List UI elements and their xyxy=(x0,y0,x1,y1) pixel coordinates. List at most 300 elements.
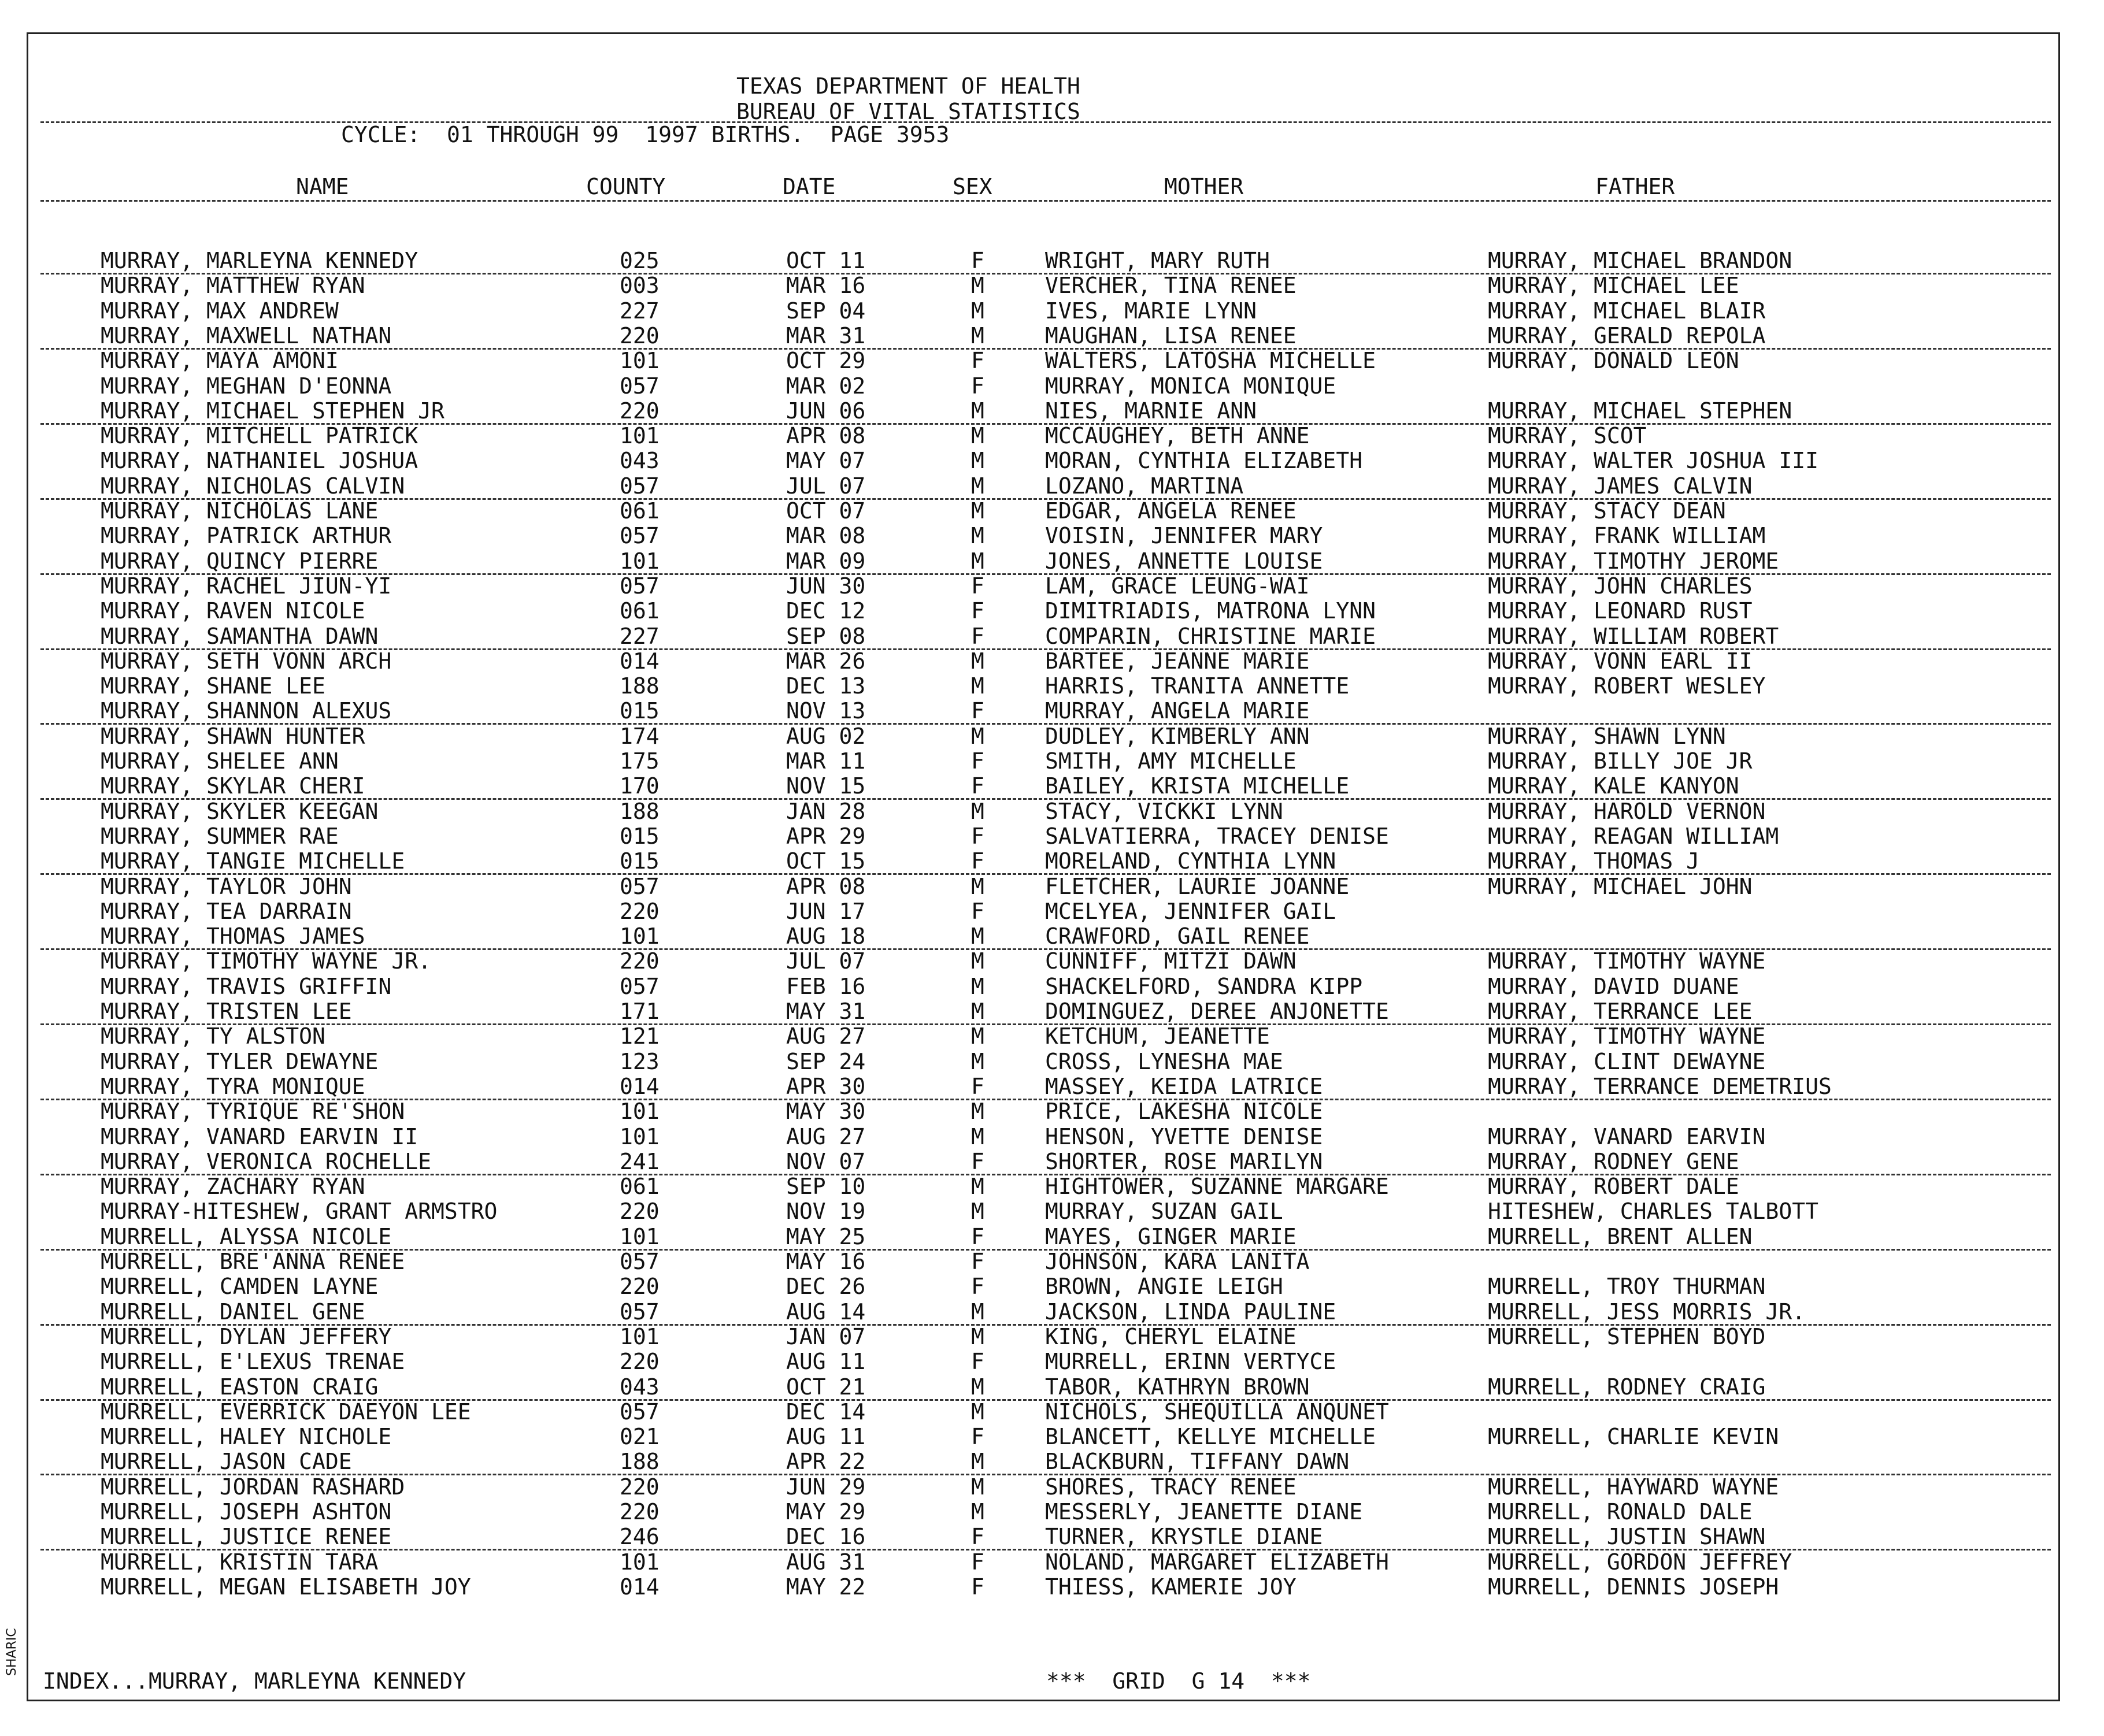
record-father: MURRELL, CHARLIE KEVIN xyxy=(1488,1424,1779,1450)
record-mother: NOLAND, MARGARET ELIZABETH xyxy=(1045,1549,1389,1575)
record-county: 101 xyxy=(620,1323,660,1349)
record-date: JUN 17 xyxy=(786,898,866,924)
record-name: MURRAY, MAYA AMONI xyxy=(101,348,339,374)
record-sex: M xyxy=(971,498,984,524)
record-mother: WRIGHT, MARY RUTH xyxy=(1045,248,1270,273)
record-county: 220 xyxy=(620,1474,660,1500)
record-name: MURRAY, TY ALSTON xyxy=(101,1023,325,1049)
record-father: MURRELL, STEPHEN BOYD xyxy=(1488,1323,1766,1349)
record-date: SEP 10 xyxy=(786,1174,866,1200)
record-name: MURRAY, SHANE LEE xyxy=(101,673,325,699)
record-county: 175 xyxy=(620,748,660,774)
record-name: MURRELL, EVERRICK DAEYON LEE xyxy=(101,1399,471,1425)
record-sex: F xyxy=(971,1249,984,1274)
record-sex: F xyxy=(971,373,984,399)
record-father: MURRELL, GORDON JEFFREY xyxy=(1488,1549,1792,1575)
record-father: MURRAY, MICHAEL BLAIR xyxy=(1488,298,1766,324)
record-county: 057 xyxy=(620,1249,660,1274)
record-name: MURRAY, SKYLAR CHERI xyxy=(101,773,365,799)
record-father: MURRAY, THOMAS J xyxy=(1488,848,1700,874)
record-sex: M xyxy=(971,523,984,549)
record-county: 101 xyxy=(620,423,660,449)
record-name: MURRAY, MEGHAN D'EONNA xyxy=(101,373,392,399)
record-sex: M xyxy=(971,873,984,899)
record-father: MURRAY, REAGAN WILLIAM xyxy=(1488,823,1779,849)
record-father: MURRAY, BILLY JOE JR xyxy=(1488,748,1753,774)
record-date: AUG 27 xyxy=(786,1023,866,1049)
record-father: MURRAY, WILLIAM ROBERT xyxy=(1488,623,1779,649)
record-sex: M xyxy=(971,973,984,999)
record-date: JUN 06 xyxy=(786,398,866,424)
record-county: 123 xyxy=(620,1048,660,1074)
record-name: MURRAY, TYRIQUE RE'SHON xyxy=(101,1099,405,1125)
record-father: MURRAY, VANARD EARVIN xyxy=(1488,1123,1766,1149)
record-name: MURRAY, MATTHEW RYAN xyxy=(101,273,365,299)
record-county: 220 xyxy=(620,398,660,424)
column-header-date: DATE xyxy=(783,174,836,199)
record-date: MAY 22 xyxy=(786,1574,866,1600)
record-name: MURRAY, MAX ANDREW xyxy=(101,298,339,324)
record-father: MURRELL, TROY THURMAN xyxy=(1488,1274,1766,1300)
record-county: 003 xyxy=(620,273,660,299)
record-date: JAN 28 xyxy=(786,798,866,824)
record-date: OCT 15 xyxy=(786,848,866,874)
record-mother: BROWN, ANGIE LEIGH xyxy=(1045,1274,1283,1300)
record-sex: M xyxy=(971,298,984,324)
record-date: MAR 02 xyxy=(786,373,866,399)
record-father: MURRAY, DAVID DUANE xyxy=(1488,973,1739,999)
record-county: 057 xyxy=(620,523,660,549)
record-date: JUN 29 xyxy=(786,1474,866,1500)
record-county: 061 xyxy=(620,598,660,624)
record-sex: M xyxy=(971,1323,984,1349)
record-mother: BLANCETT, KELLYE MICHELLE xyxy=(1045,1424,1376,1450)
record-father: MURRAY, TIMOTHY WAYNE xyxy=(1488,1023,1766,1049)
record-name: MURRAY, MICHAEL STEPHEN JR xyxy=(101,398,444,424)
record-father: MURRAY, MICHAEL STEPHEN xyxy=(1488,398,1792,424)
record-date: DEC 26 xyxy=(786,1274,866,1300)
column-header-sex: SEX xyxy=(953,174,992,199)
record-sex: M xyxy=(971,1474,984,1500)
record-mother: JONES, ANNETTE LOUISE xyxy=(1045,548,1323,574)
record-date: AUG 02 xyxy=(786,723,866,749)
record-county: 015 xyxy=(620,823,660,849)
record-name: MURRAY, TEA DARRAIN xyxy=(101,898,352,924)
record-county: 057 xyxy=(620,973,660,999)
record-county: 101 xyxy=(620,548,660,574)
record-sex: F xyxy=(971,248,984,273)
record-name: MURRELL, E'LEXUS TRENAE xyxy=(101,1349,405,1375)
record-county: 188 xyxy=(620,1449,660,1475)
record-county: 171 xyxy=(620,999,660,1024)
record-father: MURRAY, JAMES CALVIN xyxy=(1488,473,1753,499)
record-father: MURRAY, MICHAEL BRANDON xyxy=(1488,248,1792,273)
record-mother: SALVATIERRA, TRACEY DENISE xyxy=(1045,823,1389,849)
record-date: MAR 31 xyxy=(786,322,866,348)
record-name: MURRAY, SKYLER KEEGAN xyxy=(101,798,379,824)
record-county: 057 xyxy=(620,573,660,599)
record-date: NOV 07 xyxy=(786,1148,866,1174)
record-date: DEC 12 xyxy=(786,598,866,624)
record-date: JUL 07 xyxy=(786,473,866,499)
record-county: 170 xyxy=(620,773,660,799)
record-date: MAY 30 xyxy=(786,1099,866,1125)
record-date: AUG 27 xyxy=(786,1123,866,1149)
record-county: 061 xyxy=(620,1174,660,1200)
record-county: 061 xyxy=(620,498,660,524)
record-name: MURRAY, TIMOTHY WAYNE JR. xyxy=(101,948,431,974)
record-county: 246 xyxy=(620,1524,660,1550)
record-date: JUN 30 xyxy=(786,573,866,599)
record-county: 014 xyxy=(620,648,660,674)
record-date: APR 08 xyxy=(786,423,866,449)
record-date: MAR 16 xyxy=(786,273,866,299)
record-sex: M xyxy=(971,448,984,474)
record-date: AUG 31 xyxy=(786,1549,866,1575)
record-father: MURRAY, WALTER JOSHUA III xyxy=(1488,448,1818,474)
record-name: MURRAY, TYRA MONIQUE xyxy=(101,1073,365,1099)
record-father: MURRAY, GERALD REPOLA xyxy=(1488,322,1766,348)
record-name: MURRAY, NICHOLAS LANE xyxy=(101,498,379,524)
record-father: MURRAY, TERRANCE LEE xyxy=(1488,999,1753,1024)
record-father: MURRAY, RODNEY GENE xyxy=(1488,1148,1739,1174)
record-name: MURRAY, TYLER DEWAYNE xyxy=(101,1048,379,1074)
record-mother: MURRAY, SUZAN GAIL xyxy=(1045,1199,1283,1225)
record-name: MURRELL, CAMDEN LAYNE xyxy=(101,1274,379,1300)
record-father: MURRAY, SCOT xyxy=(1488,423,1647,449)
record-sex: M xyxy=(971,923,984,949)
column-header-father: FATHER xyxy=(1595,174,1675,199)
record-sex: M xyxy=(971,1123,984,1149)
record-mother: VERCHER, TINA RENEE xyxy=(1045,273,1297,299)
record-mother: VOISIN, JENNIFER MARY xyxy=(1045,523,1323,549)
record-sex: F xyxy=(971,898,984,924)
record-father: MURRAY, HAROLD VERNON xyxy=(1488,798,1766,824)
record-father: MURRAY, CLINT DEWAYNE xyxy=(1488,1048,1766,1074)
record-sex: M xyxy=(971,473,984,499)
record-county: 220 xyxy=(620,1349,660,1375)
record-sex: M xyxy=(971,1374,984,1400)
record-name: MURRAY, RAVEN NICOLE xyxy=(101,598,365,624)
record-father: MURRELL, JESS MORRIS JR. xyxy=(1488,1299,1806,1325)
record-sex: M xyxy=(971,948,984,974)
record-mother: WALTERS, LATOSHA MICHELLE xyxy=(1045,348,1376,374)
record-date: OCT 21 xyxy=(786,1374,866,1400)
record-sex: F xyxy=(971,1549,984,1575)
record-county: 174 xyxy=(620,723,660,749)
record-sex: F xyxy=(971,1574,984,1600)
record-sex: M xyxy=(971,798,984,824)
record-father: MURRAY, STACY DEAN xyxy=(1488,498,1726,524)
record-date: DEC 16 xyxy=(786,1524,866,1550)
record-county: 057 xyxy=(620,373,660,399)
record-name: MURRAY, SETH VONN ARCH xyxy=(101,648,392,674)
record-father: HITESHEW, CHARLES TALBOTT xyxy=(1488,1199,1818,1225)
record-mother: DOMINGUEZ, DEREE ANJONETTE xyxy=(1045,999,1389,1024)
record-county: 101 xyxy=(620,1549,660,1575)
record-mother: HIGHTOWER, SUZANNE MARGARE xyxy=(1045,1174,1389,1200)
record-sex: F xyxy=(971,1148,984,1174)
record-father: MURRELL, RONALD DALE xyxy=(1488,1499,1753,1524)
record-mother: FLETCHER, LAURIE JOANNE xyxy=(1045,873,1350,899)
record-sex: F xyxy=(971,773,984,799)
record-sex: M xyxy=(971,999,984,1024)
record-father: MURRAY, KALE KANYON xyxy=(1488,773,1739,799)
column-header-name: NAME xyxy=(296,174,349,199)
record-name: MURRELL, JORDAN RASHARD xyxy=(101,1474,405,1500)
record-name: MURRAY, THOMAS JAMES xyxy=(101,923,365,949)
record-name: MURRELL, HALEY NICHOLE xyxy=(101,1424,392,1450)
record-name: MURRAY, NATHANIEL JOSHUA xyxy=(101,448,418,474)
record-date: MAR 08 xyxy=(786,523,866,549)
footer-grid: *** GRID G 14 *** xyxy=(1046,1668,1311,1694)
record-date: DEC 14 xyxy=(786,1399,866,1425)
record-sex: M xyxy=(971,322,984,348)
record-county: 101 xyxy=(620,1099,660,1125)
record-father: MURRAY, TIMOTHY WAYNE xyxy=(1488,948,1766,974)
record-name: MURRAY, SAMANTHA DAWN xyxy=(101,623,379,649)
record-county: 220 xyxy=(620,898,660,924)
record-mother: MORAN, CYNTHIA ELIZABETH xyxy=(1045,448,1363,474)
record-mother: MASSEY, KEIDA LATRICE xyxy=(1045,1073,1323,1099)
record-sex: F xyxy=(971,1349,984,1375)
record-father: MURRAY, DONALD LEON xyxy=(1488,348,1739,374)
record-mother: SHORES, TRACY RENEE xyxy=(1045,1474,1297,1500)
column-header-county: COUNTY xyxy=(586,174,666,199)
record-name: MURRELL, JASON CADE xyxy=(101,1449,352,1475)
record-mother: TABOR, KATHRYN BROWN xyxy=(1045,1374,1310,1400)
side-label: SHARIC xyxy=(5,1628,19,1676)
record-date: OCT 11 xyxy=(786,248,866,273)
record-date: FEB 16 xyxy=(786,973,866,999)
record-mother: LOZANO, MARTINA xyxy=(1045,473,1244,499)
record-name: MURRAY, QUINCY PIERRE xyxy=(101,548,379,574)
record-name: MURRAY, VERONICA ROCHELLE xyxy=(101,1148,431,1174)
record-name: MURRELL, KRISTIN TARA xyxy=(101,1549,379,1575)
header-title: TEXAS DEPARTMENT OF HEALTH xyxy=(736,73,1080,99)
record-county: 057 xyxy=(620,1399,660,1425)
record-mother: LAM, GRACE LEUNG-WAI xyxy=(1045,573,1310,599)
record-mother: CUNNIFF, MITZI DAWN xyxy=(1045,948,1297,974)
record-date: JAN 07 xyxy=(786,1323,866,1349)
record-name: MURRAY-HITESHEW, GRANT ARMSTRO xyxy=(101,1199,498,1225)
record-mother: HENSON, YVETTE DENISE xyxy=(1045,1123,1323,1149)
record-name: MURRAY, SUMMER RAE xyxy=(101,823,339,849)
footer-index: INDEX...MURRAY, MARLEYNA KENNEDY xyxy=(43,1668,466,1694)
record-sex: M xyxy=(971,548,984,574)
record-name: MURRELL, JOSEPH ASHTON xyxy=(101,1499,392,1524)
record-county: 057 xyxy=(620,873,660,899)
record-county: 220 xyxy=(620,322,660,348)
record-date: NOV 13 xyxy=(786,698,866,724)
record-father: MURRAY, ROBERT DALE xyxy=(1488,1174,1739,1200)
record-county: 015 xyxy=(620,698,660,724)
record-name: MURRAY, TRISTEN LEE xyxy=(101,999,352,1024)
record-name: MURRAY, MARLEYNA KENNEDY xyxy=(101,248,418,273)
record-mother: NICHOLS, SHEQUILLA ANQUNET xyxy=(1045,1399,1389,1425)
record-mother: HARRIS, TRANITA ANNETTE xyxy=(1045,673,1350,699)
record-county: 014 xyxy=(620,1073,660,1099)
record-father: MURRAY, MICHAEL JOHN xyxy=(1488,873,1753,899)
record-father: MURRAY, VONN EARL II xyxy=(1488,648,1753,674)
record-father: MURRAY, TIMOTHY JEROME xyxy=(1488,548,1779,574)
record-county: 220 xyxy=(620,948,660,974)
record-mother: NIES, MARNIE ANN xyxy=(1045,398,1257,424)
record-date: MAY 07 xyxy=(786,448,866,474)
record-father: MURRELL, RODNEY CRAIG xyxy=(1488,1374,1766,1400)
record-sex: M xyxy=(971,1199,984,1225)
record-name: MURRELL, DYLAN JEFFERY xyxy=(101,1323,392,1349)
record-mother: MESSERLY, JEANETTE DIANE xyxy=(1045,1499,1363,1524)
record-mother: DUDLEY, KIMBERLY ANN xyxy=(1045,723,1310,749)
record-sex: M xyxy=(971,1048,984,1074)
record-date: SEP 24 xyxy=(786,1048,866,1074)
record-name: MURRELL, DANIEL GENE xyxy=(101,1299,365,1325)
record-county: 188 xyxy=(620,673,660,699)
record-sex: M xyxy=(971,1499,984,1524)
record-mother: BLACKBURN, TIFFANY DAWN xyxy=(1045,1449,1350,1475)
record-mother: THIESS, KAMERIE JOY xyxy=(1045,1574,1297,1600)
record-name: MURRELL, BRE'ANNA RENEE xyxy=(101,1249,405,1274)
record-county: 101 xyxy=(620,923,660,949)
record-father: MURRAY, FRANK WILLIAM xyxy=(1488,523,1766,549)
record-mother: MURRAY, ANGELA MARIE xyxy=(1045,698,1310,724)
record-county: 057 xyxy=(620,473,660,499)
record-sex: M xyxy=(971,1449,984,1475)
record-county: 014 xyxy=(620,1574,660,1600)
record-sex: M xyxy=(971,1174,984,1200)
column-header-mother: MOTHER xyxy=(1164,174,1244,199)
record-county: 101 xyxy=(620,348,660,374)
record-mother: MCELYEA, JENNIFER GAIL xyxy=(1045,898,1336,924)
record-father: MURRAY, MICHAEL LEE xyxy=(1488,273,1739,299)
record-county: 043 xyxy=(620,1374,660,1400)
record-mother: TURNER, KRYSTLE DIANE xyxy=(1045,1524,1323,1550)
record-date: JUL 07 xyxy=(786,948,866,974)
record-sex: M xyxy=(971,723,984,749)
record-sex: M xyxy=(971,1399,984,1425)
record-sex: F xyxy=(971,348,984,374)
record-name: MURRAY, SHANNON ALEXUS xyxy=(101,698,392,724)
record-mother: PRICE, LAKESHA NICOLE xyxy=(1045,1099,1323,1125)
record-date: AUG 14 xyxy=(786,1299,866,1325)
record-county: 021 xyxy=(620,1424,660,1450)
record-mother: STACY, VICKKI LYNN xyxy=(1045,798,1283,824)
record-sex: M xyxy=(971,1023,984,1049)
record-father: MURRAY, LEONARD RUST xyxy=(1488,598,1753,624)
record-date: APR 29 xyxy=(786,823,866,849)
record-date: MAY 29 xyxy=(786,1499,866,1524)
record-mother: MAYES, GINGER MARIE xyxy=(1045,1223,1297,1249)
record-sex: F xyxy=(971,1223,984,1249)
record-name: MURRELL, ALYSSA NICOLE xyxy=(101,1223,392,1249)
record-date: SEP 04 xyxy=(786,298,866,324)
record-name: MURRAY, TANGIE MICHELLE xyxy=(101,848,405,874)
record-sex: F xyxy=(971,698,984,724)
record-name: MURRAY, MITCHELL PATRICK xyxy=(101,423,418,449)
record-name: MURRAY, MAXWELL NATHAN xyxy=(101,322,392,348)
record-sex: M xyxy=(971,1099,984,1125)
record-county: 220 xyxy=(620,1274,660,1300)
record-county: 220 xyxy=(620,1499,660,1524)
record-name: MURRELL, MEGAN ELISABETH JOY xyxy=(101,1574,471,1600)
record-sex: M xyxy=(971,273,984,299)
record-sex: F xyxy=(971,848,984,874)
record-mother: BARTEE, JEANNE MARIE xyxy=(1045,648,1310,674)
record-name: MURRELL, JUSTICE RENEE xyxy=(101,1524,392,1550)
record-date: MAR 09 xyxy=(786,548,866,574)
record-mother: MCCAUGHEY, BETH ANNE xyxy=(1045,423,1310,449)
record-father: MURRAY, JOHN CHARLES xyxy=(1488,573,1753,599)
record-mother: IVES, MARIE LYNN xyxy=(1045,298,1257,324)
record-date: MAR 26 xyxy=(786,648,866,674)
record-mother: MURRAY, MONICA MONIQUE xyxy=(1045,373,1336,399)
record-county: 220 xyxy=(620,1199,660,1225)
record-mother: JACKSON, LINDA PAULINE xyxy=(1045,1299,1336,1325)
record-sex: F xyxy=(971,623,984,649)
record-father: MURRAY, SHAWN LYNN xyxy=(1488,723,1726,749)
record-mother: CRAWFORD, GAIL RENEE xyxy=(1045,923,1310,949)
record-father: MURRELL, DENNIS JOSEPH xyxy=(1488,1574,1779,1600)
record-county: 015 xyxy=(620,848,660,874)
record-name: MURRAY, PATRICK ARTHUR xyxy=(101,523,392,549)
record-sex: M xyxy=(971,398,984,424)
record-mother: MURRELL, ERINN VERTYCE xyxy=(1045,1349,1336,1375)
record-sex: M xyxy=(971,423,984,449)
record-mother: SHACKELFORD, SANDRA KIPP xyxy=(1045,973,1363,999)
record-date: MAY 16 xyxy=(786,1249,866,1274)
record-mother: KETCHUM, JEANETTE xyxy=(1045,1023,1270,1049)
record-name: MURRAY, ZACHARY RYAN xyxy=(101,1174,365,1200)
record-county: 227 xyxy=(620,623,660,649)
record-county: 043 xyxy=(620,448,660,474)
record-father: MURRELL, HAYWARD WAYNE xyxy=(1488,1474,1779,1500)
column-header-divider xyxy=(40,200,2051,202)
record-name: MURRAY, TAYLOR JOHN xyxy=(101,873,352,899)
record-name: MURRAY, TRAVIS GRIFFIN xyxy=(101,973,392,999)
record-name: MURRAY, VANARD EARVIN II xyxy=(101,1123,418,1149)
record-father: MURRAY, TERRANCE DEMETRIUS xyxy=(1488,1073,1832,1099)
record-mother: EDGAR, ANGELA RENEE xyxy=(1045,498,1297,524)
record-date: APR 22 xyxy=(786,1449,866,1475)
record-sex: F xyxy=(971,1073,984,1099)
record-county: 101 xyxy=(620,1223,660,1249)
record-date: OCT 07 xyxy=(786,498,866,524)
header-subtitle: BUREAU OF VITAL STATISTICS xyxy=(736,99,1080,124)
record-mother: KING, CHERYL ELAINE xyxy=(1045,1323,1297,1349)
record-date: DEC 13 xyxy=(786,673,866,699)
record-mother: SMITH, AMY MICHELLE xyxy=(1045,748,1297,774)
record-mother: COMPARIN, CHRISTINE MARIE xyxy=(1045,623,1376,649)
record-name: MURRAY, RACHEL JIUN-YI xyxy=(101,573,392,599)
record-sex: F xyxy=(971,823,984,849)
record-mother: MORELAND, CYNTHIA LYNN xyxy=(1045,848,1336,874)
record-sex: F xyxy=(971,1424,984,1450)
record-county: 101 xyxy=(620,1123,660,1149)
record-sex: M xyxy=(971,673,984,699)
record-county: 057 xyxy=(620,1299,660,1325)
record-county: 121 xyxy=(620,1023,660,1049)
record-mother: MAUGHAN, LISA RENEE xyxy=(1045,322,1297,348)
record-father: MURRELL, BRENT ALLEN xyxy=(1488,1223,1753,1249)
record-county: 241 xyxy=(620,1148,660,1174)
record-name: MURRAY, SHELEE ANN xyxy=(101,748,339,774)
record-date: APR 08 xyxy=(786,873,866,899)
record-date: MAY 25 xyxy=(786,1223,866,1249)
record-date: SEP 08 xyxy=(786,623,866,649)
record-date: NOV 19 xyxy=(786,1199,866,1225)
record-date: AUG 11 xyxy=(786,1424,866,1450)
